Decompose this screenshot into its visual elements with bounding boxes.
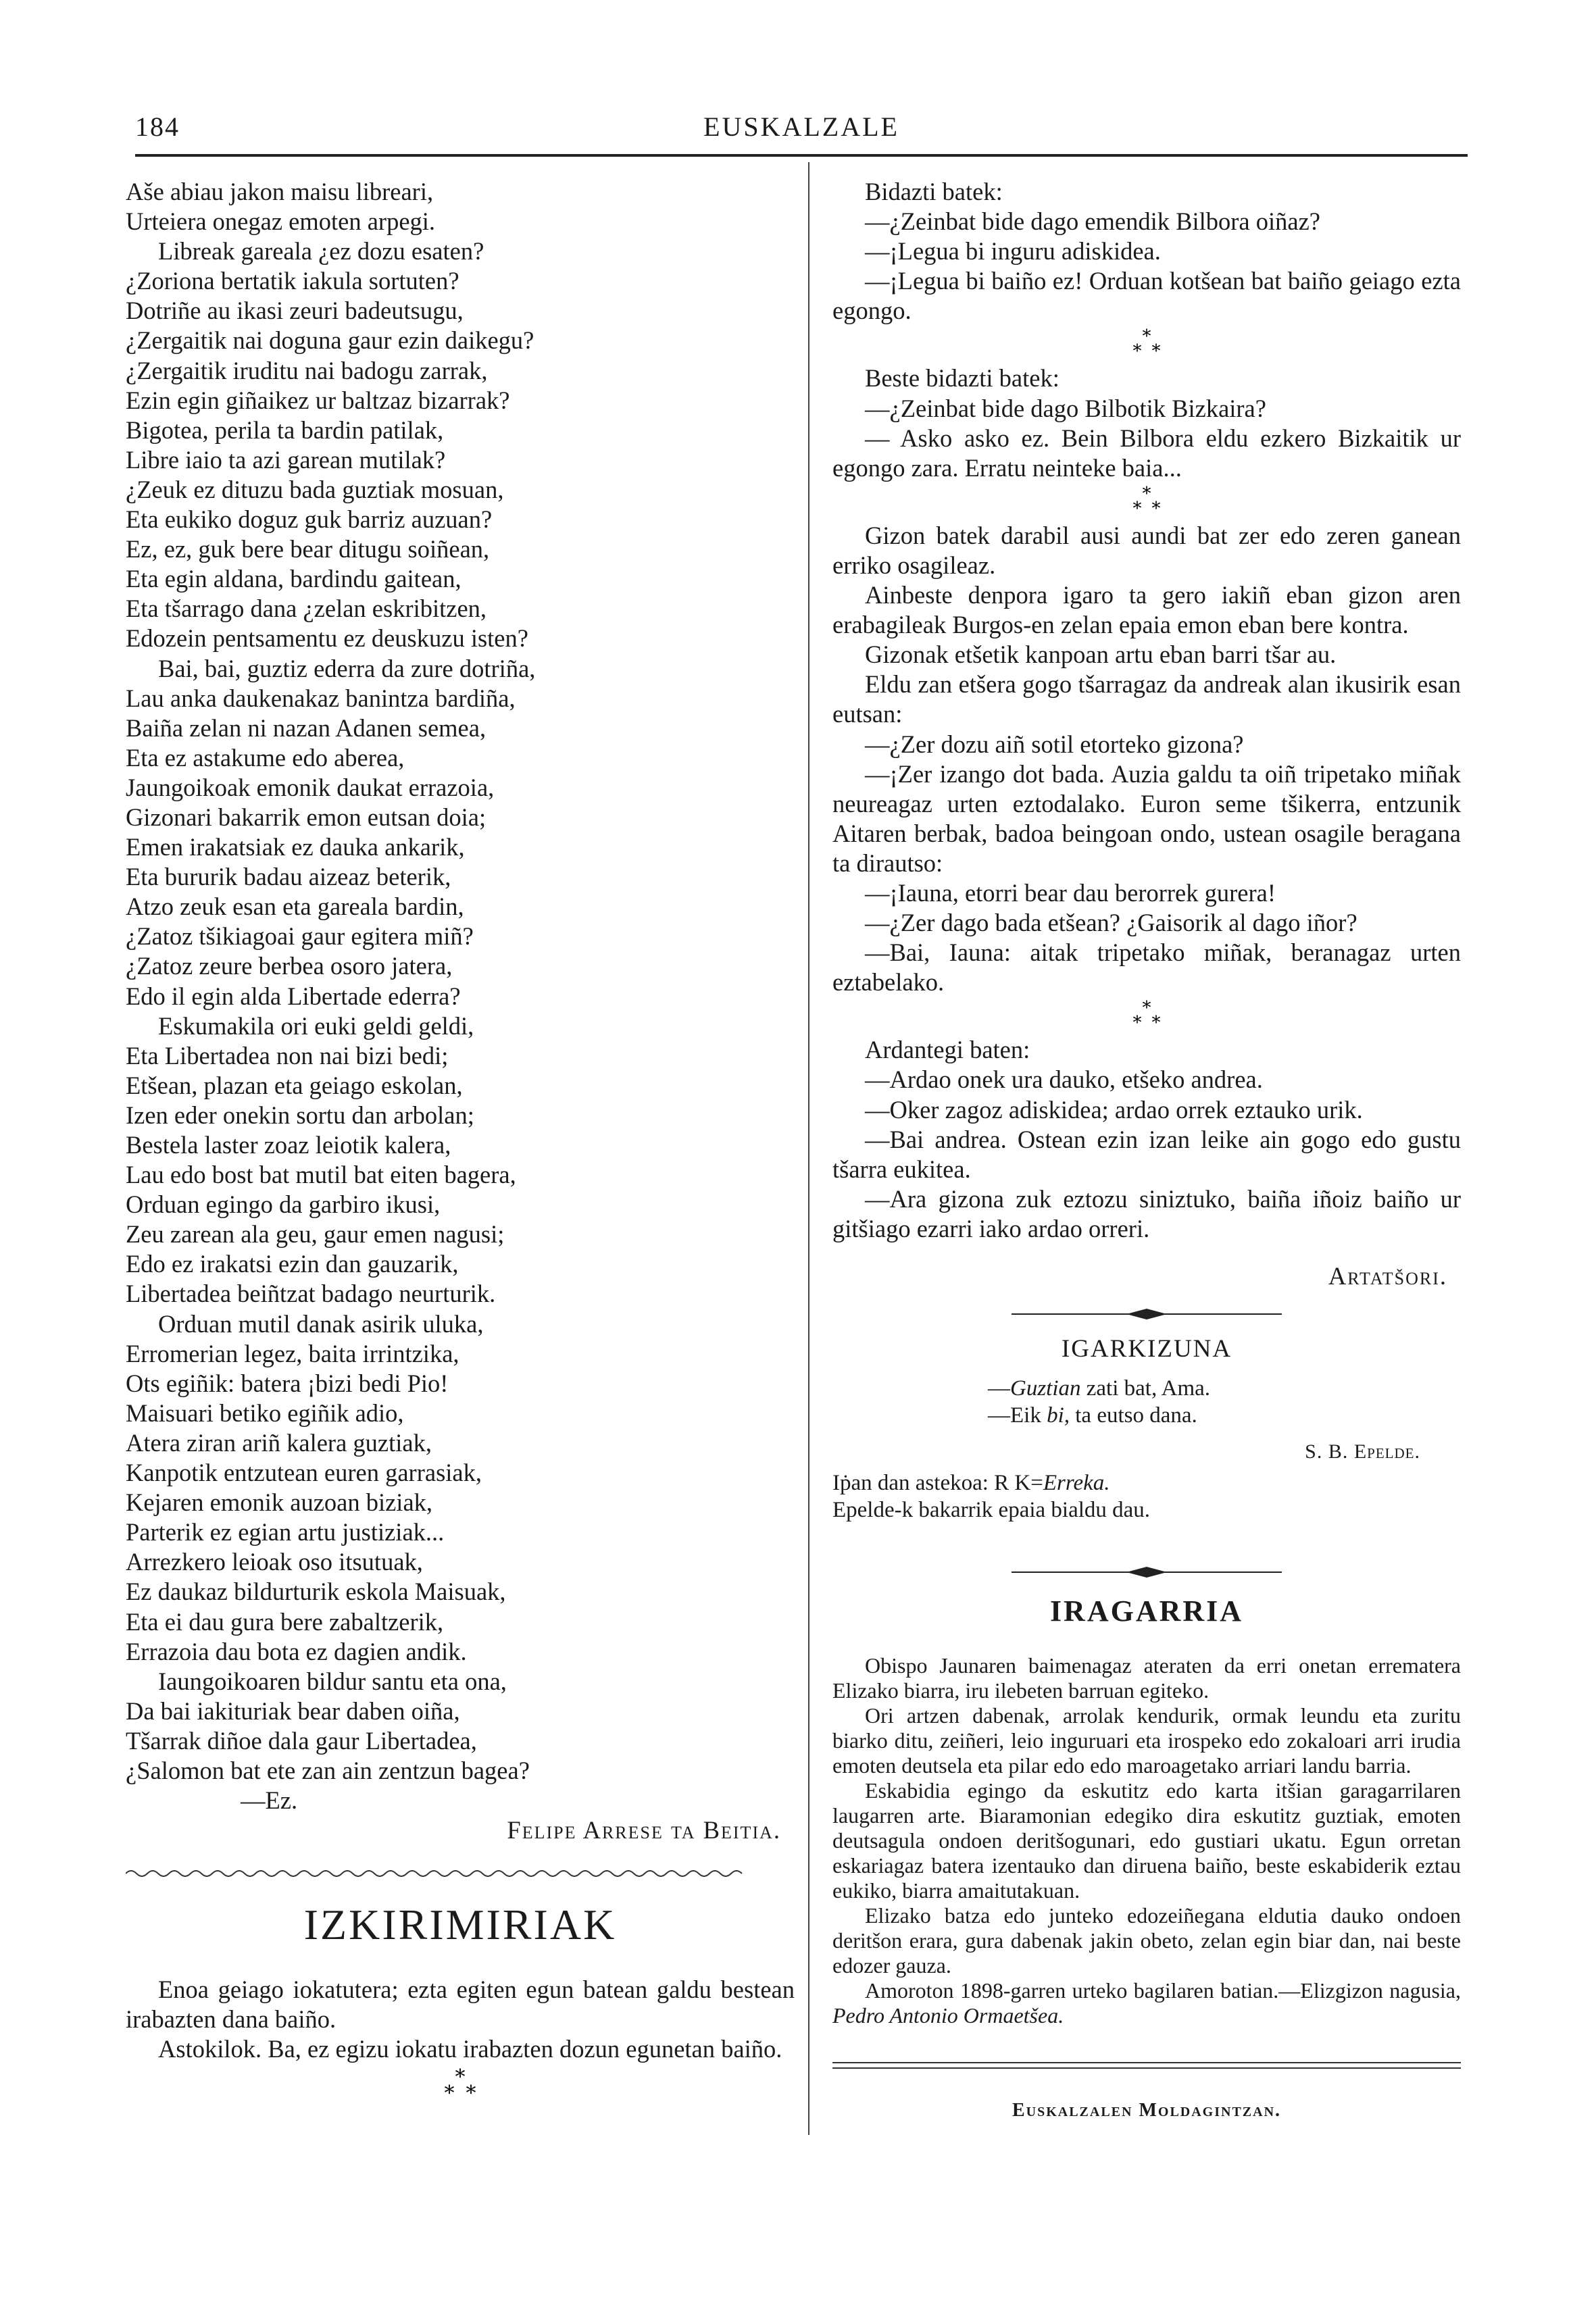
svg-text:*: * <box>1132 1013 1142 1033</box>
poem-line: Ezin egin giñaikez ur baltzaz bizarrak? <box>126 386 510 414</box>
anecdote-line: —¿Zeinbat bide dago Bilbotik Bizkaira? <box>865 394 1266 422</box>
poem-line: ¿Zergaitik nai doguna gaur ezin daikegu? <box>126 326 534 355</box>
poem-line: Eta eukiko doguz guk barriz auzuan? <box>126 505 493 534</box>
anecdote-line: —Bai, Iauna: aitak tripetako miñak, beranagaz urten eztabelako. <box>832 938 1461 997</box>
poem-line: Orduan mutil danak asirik uluka, <box>158 1309 484 1338</box>
riddle-italic: Erreka. <box>1043 1471 1110 1496</box>
poem-line: Parterik ez egian artu justiziak... <box>126 1518 445 1546</box>
asterism-icon <box>433 2067 487 2105</box>
poem-line: Ots egiñik: batera ¡bizi bedi Pio! <box>126 1369 449 1397</box>
anecdote-line: — Asko asko ez. Bein Bilbora eldu ezkero Bizkaitik ur egongo zara. Erratu neinteke baia... <box>832 424 1461 482</box>
poem-line: Edo ez irakatsi ezin dan gauzarik, <box>126 1250 459 1278</box>
iragarria-title: IRAGARRIA <box>1049 1594 1244 1628</box>
anecdote-line: Ardantegi baten: <box>865 1036 1030 1064</box>
poem-line: ¿Zeuk ez dituzu bada guztiak mosuan, <box>126 475 504 503</box>
svg-text:*: * <box>1142 485 1151 504</box>
poem-line: Izen eder onekin sortu dan arbolan; <box>126 1101 474 1129</box>
poem-line: Edo il egin alda Libertade ederra? <box>126 982 461 1010</box>
anecdote-line: Gizonak etšetik kanpoan artu eban barri tšar au. <box>865 640 1337 669</box>
riddle-line: —Guztian zati bat, Ama. <box>988 1376 1211 1401</box>
running-title: EUSKALZALE <box>703 111 899 142</box>
iragarria-body <box>832 1653 1461 2028</box>
riddle-text: zati bat, Ama. <box>1080 1376 1211 1401</box>
riddle-italic: Guztian <box>1010 1376 1081 1401</box>
iragarria-paragraph: Obispo Jaunaren baimenagaz ateraten da erri onetan errematera Elizako biarra, iru ilebeten barruan egiteko. <box>832 1653 1461 1703</box>
left-column <box>126 177 795 2108</box>
poem-line: Maisuari betiko egiñik adio, <box>126 1399 404 1427</box>
ornamental-rule-icon <box>1005 1564 1289 1580</box>
poem-line: Eta bururik badau aizeaz beterik, <box>126 863 451 891</box>
poem-line: Libertadea beiñtzat badago neurturik. <box>126 1280 496 1308</box>
poem-line: ¿Zergaitik iruditu nai badogu zarrak, <box>126 356 488 384</box>
poem-line: Libre iaio ta azi garean mutilak? <box>126 445 446 474</box>
anecdote-line: —¡Zer izango dot bada. Auzia galdu ta oiñ tripetako miñak neureagaz urten eztodalako. Euron seme tšikerra, entzunik Aitaren berbak, badoa beingoan ondo, ustean osagile beragana ta dirautso: <box>832 759 1461 877</box>
poem-line: Baiña zelan ni nazan Adanen semea, <box>126 713 487 742</box>
igarkizuna-block <box>832 1374 1461 1549</box>
closing-italic: Pedro Antonio Ormaetšea. <box>832 2003 1064 2028</box>
anecdote-line: —Oker zagoz adiskidea; ardao orrek eztauko urik. <box>865 1095 1363 1124</box>
svg-text:*: * <box>1142 1000 1151 1019</box>
anecdote-line: —¡Iauna, etorri bear dau berorrek gurera! <box>865 878 1276 907</box>
svg-text:*: * <box>466 2081 476 2105</box>
poem-line: Urteiera onegaz emoten arpegi. <box>126 207 436 236</box>
igarkizuna-signature: S. B. Epelde. <box>1305 1440 1420 1463</box>
anecdote-line: Ainbeste denpora igaro ta gero iakiñ eban gizon aren erabagileak Burgos-en zelan epaia emon eban bere kontra. <box>832 581 1461 639</box>
anecdote-2 <box>832 363 1461 482</box>
iragarria-paragraph: Elizako batza edo junteko edozeiñegana eldutia dauko ondoen deritšon erara, gura dabenak jakin obeto, zelan egin biar dan, nai beste edozer gauza. <box>832 1903 1461 1978</box>
iragarria-closing <box>832 1978 1461 2028</box>
poem-line: Bai, bai, guztiz ederra da zure dotriña, <box>158 654 536 682</box>
header-rule <box>135 154 1468 157</box>
poem-line: ¿Zatoz zeure berbea osoro jatera, <box>126 952 453 980</box>
poem-line: Edozein pentsamentu ez deuskuzu isten? <box>126 624 528 653</box>
svg-text:*: * <box>1151 341 1161 361</box>
poem-line: ¿Zatoz tšikiagoai gaur egitera miñ? <box>126 922 474 951</box>
poem-line: Arrezkero leioak oso itsutuak, <box>126 1548 423 1576</box>
asterism-icon <box>1123 1000 1170 1032</box>
double-rule <box>832 2062 1461 2069</box>
poem-line: Eta Libertadea non nai bizi bedi; <box>126 1041 449 1070</box>
poem-line: Etšean, plazan eta geiago eskolan, <box>126 1071 463 1099</box>
poem-line: Errazoia dau bota ez dagien andik. <box>126 1637 467 1665</box>
poem-line: Dotriñe au ikasi zeuri badeutsugu, <box>126 297 464 325</box>
anecdote-line: —¿Zer dozu aiñ sotil etorteko gizona? <box>865 730 1244 758</box>
ornamental-rule-icon <box>1005 1306 1289 1322</box>
asterism-icon <box>1123 328 1170 361</box>
svg-text:*: * <box>1132 498 1142 518</box>
riddle-line <box>988 1401 1197 1430</box>
poem <box>126 177 795 1786</box>
anecdote-line: Eldu zan etšera gogo tšarragaz da andreak alan ikusirik esan eutsan: <box>832 670 1461 728</box>
anecdote-4 <box>832 1035 1461 1291</box>
wavy-rule <box>126 1865 747 1882</box>
poem-line: Zeu zarean ala geu, gaur emen nagusi; <box>126 1220 505 1249</box>
svg-text:*: * <box>1151 498 1161 518</box>
riddle-note: Epelde-k bakarrik epaia bialdu dau. <box>832 1498 1151 1523</box>
anecdote-line: Bidazti batek: <box>865 178 1003 205</box>
poem-line: Erromerian legez, baita irrintzika, <box>126 1339 459 1367</box>
anecdote-line: —Ara gizona zuk eztozu siniztuko, baiña iñoiz baiño ur gitšiago ezarri iako ardao orreri. <box>832 1184 1461 1242</box>
anecdote-line: Beste bidazti batek: <box>865 364 1059 393</box>
poem-line: ¿Salomon bat ete zan ain zentzun bagea? <box>126 1756 530 1784</box>
printer-imprint: Euskalzalen Moldagintzan. <box>1012 2100 1282 2121</box>
anecdote-line: —¿Zer dago bada etšean? ¿Gaisorik al dago iñor? <box>865 909 1357 937</box>
anecdote-line: —Bai andrea. Ostean ezin izan leike ain gogo edo gustu tšarra eukitea. <box>832 1125 1461 1183</box>
poem-line: Kanpotik entzutean euren garrasiak, <box>126 1459 482 1487</box>
poem-line: Eta tšarrago dana ¿zelan eskribitzen, <box>126 595 487 623</box>
riddle-text: Iṗan dan astekoa: R K= <box>832 1471 1043 1496</box>
izkirimiriak-paragraph: Enoa geiago iokatutera; ezta egiten egun batean galdu bestean irabazten dana baiño. <box>126 1976 795 2034</box>
izkirimiriak-title: IZKIRIMIRIAK <box>303 1901 617 1949</box>
riddle-italic: bi, <box>1047 1403 1070 1428</box>
poem-line: Eta egin aldana, bardindu gaitean, <box>126 565 462 593</box>
poem-line: Libreak gareala ¿ez dozu esaten? <box>158 237 484 266</box>
poem-line: Atzo zeuk esan eta gareala bardin, <box>126 892 464 921</box>
poem-line: Lau edo bost bat mutil bat eiten bagera, <box>126 1161 516 1189</box>
poem-line: Bigotea, perila ta bardin patilak, <box>126 416 444 444</box>
anecdote-line: —¿Zeinbat bide dago emendik Bilbora oiñaz? <box>865 207 1321 236</box>
poem-closing: —Ez. <box>241 1786 298 1815</box>
asterism-icon <box>1123 486 1170 518</box>
poem-line: Jaungoikoak emonik daukat errazoia, <box>126 773 495 801</box>
poem-line: Da bai iakituriak bear daben oiña, <box>126 1696 460 1725</box>
anecdote-3 <box>832 521 1461 998</box>
poem-line: Bestela laster zoaz leiotik kalera, <box>126 1131 451 1159</box>
svg-text:*: * <box>444 2081 455 2105</box>
poem-line: Aše abiau jakon maisu libreari, <box>126 178 434 205</box>
poem-line: ¿Zoriona bertatik iakula sortuten? <box>126 267 459 295</box>
page-header <box>135 101 1468 155</box>
svg-text:*: * <box>455 2067 466 2089</box>
poem-signature: Felipe Arrese ta Beitia. <box>507 1816 781 1844</box>
svg-text:*: * <box>1142 328 1151 347</box>
poem-line: Iaungoikoaren bildur santu eta ona, <box>158 1667 507 1695</box>
anecdote-1 <box>832 177 1461 326</box>
poem-line: Eta ei dau gura bere zabaltzerik, <box>126 1607 444 1636</box>
anecdote-line: —¡Legua bi inguru adiskidea. <box>865 237 1161 266</box>
izkirimiriak-paragraph: Astokilok. Ba, ez egizu iokatu irabazten dozun egunetan baiño. <box>158 2035 782 2063</box>
iragarria-paragraph: Ori artzen dabenak, arrolak kendurik, ormak leundu eta zuritu biarko ditu, zeiñeri, leio inguruari eta irospeko edo zokaloari arri irudia emoten deutsela eta pilar edo edo maroagetako arriari landu barria. <box>832 1703 1461 1778</box>
riddle-text: —Eik <box>988 1403 1047 1428</box>
poem-line: Emen irakatsiak ez dauka ankarik, <box>126 833 465 861</box>
anecdote-line: —¡Legua bi baiño ez! Orduan kotšean bat baiño geiago ezta egongo. <box>832 267 1461 325</box>
poem-line: Eskumakila ori euki geldi geldi, <box>158 1011 474 1040</box>
poem-line: Atera ziran ariñ kalera guztiak, <box>126 1428 432 1457</box>
page-number: 184 <box>135 111 180 142</box>
poem-line: Eta ez astakume edo aberea, <box>126 743 405 772</box>
riddle-answer <box>832 1468 1110 1498</box>
poem-line: Ez, ez, guk bere bear ditugu soiñean, <box>126 535 490 563</box>
poem-line: Orduan egingo da garbiro ikusi, <box>126 1190 441 1219</box>
igarkizuna-title: IGARKIZUNA <box>1061 1335 1232 1363</box>
poem-line: Ez daukaz bildurturik eskola Maisuak, <box>126 1578 506 1606</box>
svg-text:*: * <box>1151 1013 1161 1033</box>
right-column <box>832 177 1461 2126</box>
svg-text:*: * <box>1132 341 1142 361</box>
poem-line: Lau anka daukenakaz banintza bardiña, <box>126 684 516 712</box>
closing-text: Amoroton 1898-garren urteko bagilaren batian.—Elizgizon nagusia, <box>865 1978 1461 2003</box>
iragarria-paragraph: Eskabidia egingo da eskutitz edo karta itšian garagarrilaren laugarren arte. Biaramonian edegiko dira eskutitz guztiak, emoten deutsagula ondoen deritšogunari, edo gustiari ukatu. Egun orretan eskariagaz batera izentauko dan diruena baiño, beste eskabiderik eztau eukiko, biarra amaitutakuan. <box>832 1778 1461 1903</box>
column-divider <box>808 162 809 2135</box>
riddle-text: ta eutso dana. <box>1070 1403 1197 1428</box>
anecdote-line: —Ardao onek ura dauko, etšeko andrea. <box>865 1065 1263 1094</box>
anecdote-signature: Artatšori. <box>1328 1262 1447 1290</box>
poem-line: Gizonari bakarrik emon eutsan doia; <box>126 803 487 831</box>
anecdote-line: Gizon batek darabil ausi aundi bat zer edo zeren ganean erriko osagileaz. <box>832 521 1461 579</box>
poem-line: Tšarrak diñoe dala gaur Libertadea, <box>126 1726 477 1755</box>
poem-line: Kejaren emonik auzoan biziak, <box>126 1488 433 1517</box>
